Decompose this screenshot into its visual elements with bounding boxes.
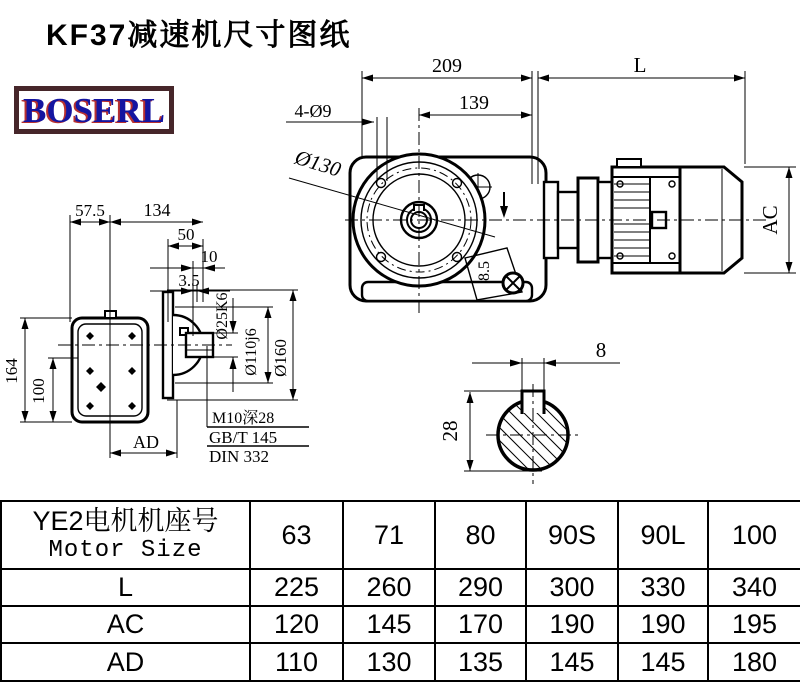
dim-ad: AD	[133, 432, 159, 452]
dim-209: 209	[432, 55, 462, 77]
table-row-L	[1, 569, 800, 606]
side-view	[58, 292, 232, 422]
table-cell: 300	[526, 569, 618, 606]
column-header: 80	[435, 501, 526, 569]
dim-key-width-8: 8	[595, 338, 607, 362]
dim-100: 100	[29, 378, 48, 404]
dim-139: 139	[459, 92, 489, 114]
dim-50: 50	[177, 225, 195, 244]
header-cn: YE2电机机座号	[32, 505, 219, 536]
note-m10-tap: M10深28	[212, 410, 275, 427]
row-label: AC	[1, 606, 250, 643]
dimension-table	[0, 500, 800, 682]
table-cell: 340	[708, 569, 800, 606]
table-cell: 145	[526, 643, 618, 681]
table-cell: 135	[435, 643, 526, 681]
dim-164: 164	[2, 358, 21, 384]
table-cell: 110	[250, 643, 343, 681]
dim-4xo9: 4-Ø9	[294, 101, 332, 121]
column-header: 90S	[526, 501, 618, 569]
table-cell: 170	[435, 606, 526, 643]
table-cell: 190	[618, 606, 708, 643]
dim-8p5: 8.5	[476, 261, 493, 281]
table-cell: 130	[343, 643, 435, 681]
table-cell: 190	[526, 606, 618, 643]
table-cell: 260	[343, 569, 435, 606]
page-title: KF37减速机尺寸图纸	[46, 19, 352, 52]
table-cell: 180	[708, 643, 800, 681]
dim-o25k6: Ø25K6	[214, 292, 231, 340]
note-din332: DIN 332	[209, 447, 269, 466]
column-header: 100	[708, 501, 800, 569]
table-cell: 290	[435, 569, 526, 606]
front-view	[345, 108, 770, 314]
dim-3p5: 3.5	[178, 271, 200, 290]
row-label: AD	[1, 643, 250, 681]
motor-terminal-box	[617, 159, 641, 167]
dim-o130: Ø130	[292, 145, 344, 182]
table-cell: 195	[708, 606, 800, 643]
table-cell: 145	[343, 606, 435, 643]
table-cell: 330	[618, 569, 708, 606]
boserl-logo-text: BOSERL	[23, 90, 165, 130]
table-cell: 120	[250, 606, 343, 643]
dim-o110j6: Ø110j6	[243, 328, 260, 376]
motor-size-header-cell	[1, 501, 250, 569]
dim-o160: Ø160	[271, 339, 290, 377]
dim-57p5: 57.5	[75, 201, 105, 220]
dim-l: L	[633, 53, 647, 77]
side-view-dimensions	[2, 200, 309, 466]
dim-10: 10	[200, 247, 218, 266]
header-en: Motor Size	[48, 537, 203, 565]
dim-ac: AC	[758, 205, 782, 235]
column-header: 90L	[618, 501, 708, 569]
table-row-AC	[1, 606, 800, 643]
dim-key-height-28: 28	[438, 420, 462, 442]
column-header: 63	[250, 501, 343, 569]
table-row-AD	[1, 643, 800, 681]
row-label: L	[1, 569, 250, 606]
column-header: 71	[343, 501, 435, 569]
table-cell: 225	[250, 569, 343, 606]
table-cell: 145	[618, 643, 708, 681]
dim-134: 134	[143, 200, 171, 220]
note-gbt145: GB/T 145	[209, 428, 278, 447]
